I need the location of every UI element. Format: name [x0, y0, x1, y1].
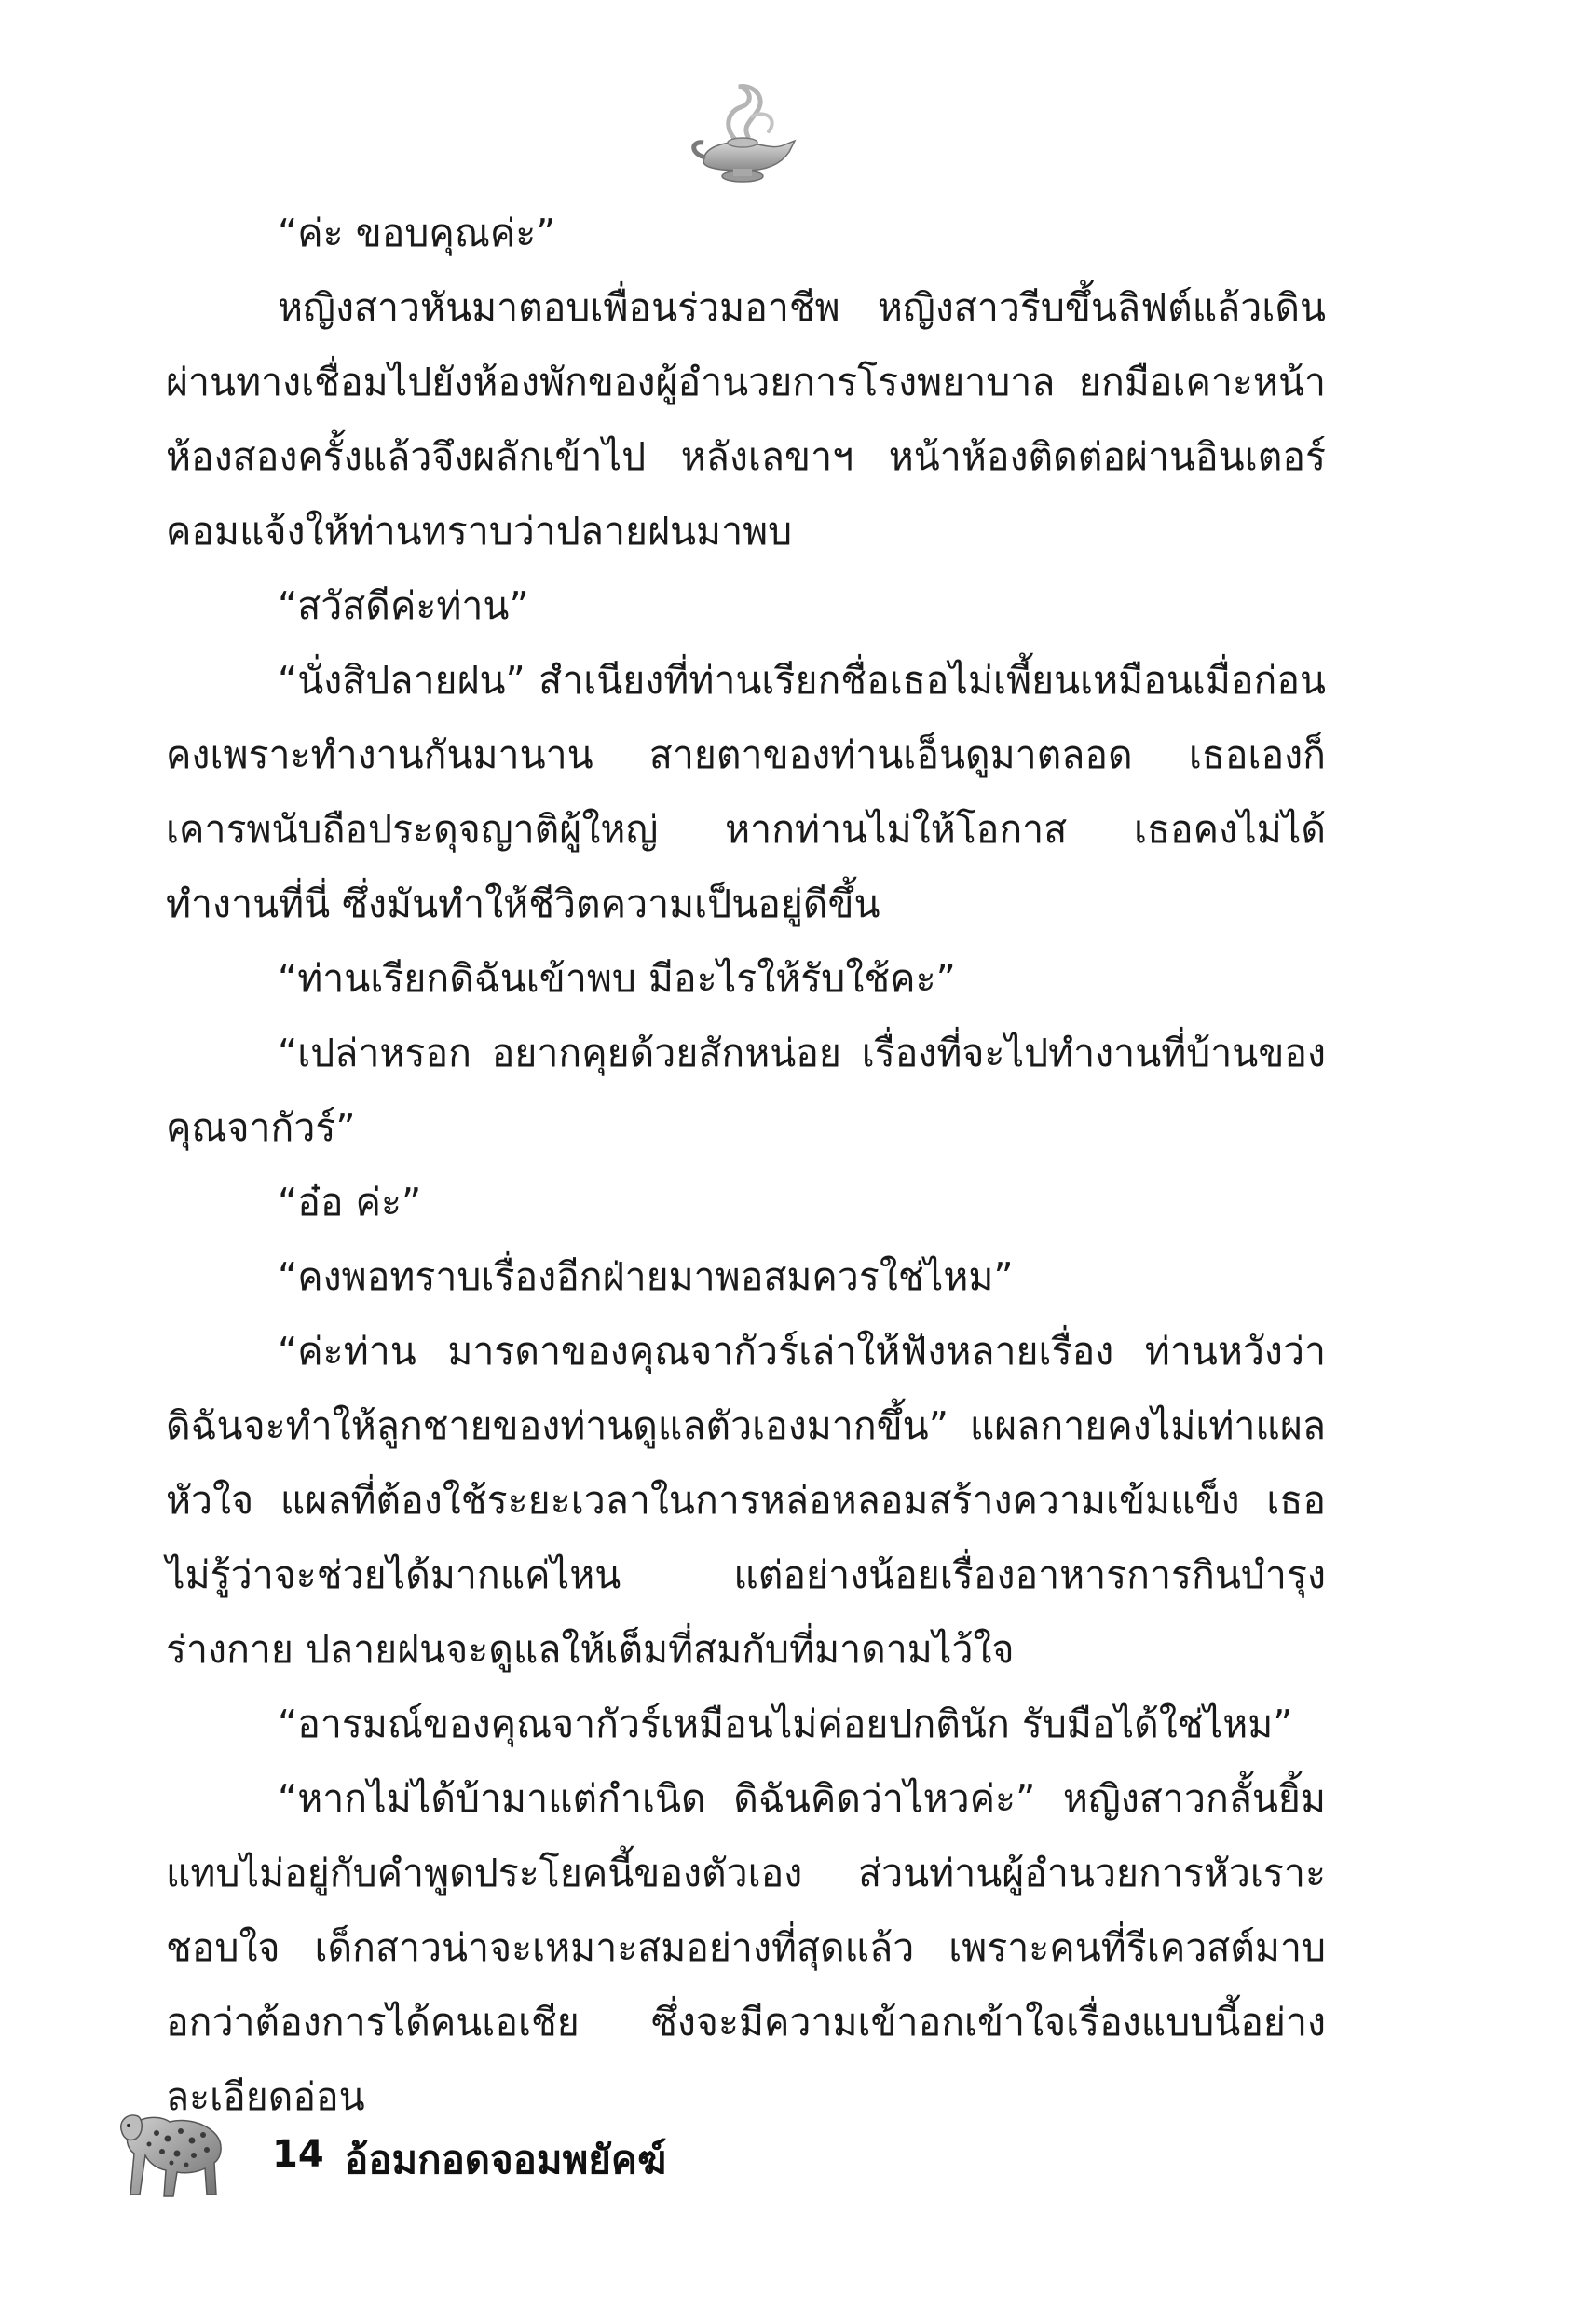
paragraph: “อารมณ์ของคุณจากัวร์เหมือนไม่ค่อยปกตินัก รับมือได้ใช่ไหม”	[278, 1702, 1293, 1746]
paragraph: “ท่านเรียกดิฉันเข้าพบ มีอะไรให้รับใช้คะ”	[278, 956, 956, 1001]
leopard-icon	[112, 2101, 233, 2204]
genie-lamp-icon	[685, 79, 806, 191]
paragraph: หญิงสาวหันมาตอบเพื่อนร่วมอาชีพ หญิงสาวรีบขึ้นลิฟต์แล้วเดินผ่านทางเชื่อมไปยังห้องพักของผู้อำนวยการโรงพยาบาล ยกมือเคาะหน้าห้องสองครั้งแล้วจึงผลักเข้าไป หลังเลขาฯ หน้าห้องติดต่อผ่านอินเตอร์คอมแจ้งให้ท่านทราบว่าปลายฝนมาพบ	[166, 285, 1326, 554]
paragraph: “นั่งสิปลายฝน” สำเนียงที่ท่านเรียกชื่อเธอไม่เพี้ยนเหมือนเมื่อก่อน คงเพราะทำงานกันมานาน สายตาของท่านเอ็นดูมาตลอด เธอเองก็เคารพนับถือประดุจญาติผู้ใหญ่ หากท่านไม่ให้โอกาส เธอคงไม่ได้ทำงานที่นี่ ซึ่งมันทำให้ชีวิตความเป็นอยู่ดีขึ้น	[166, 658, 1326, 926]
page-number: 14	[272, 2133, 324, 2176]
page-footer	[112, 2101, 857, 2213]
book-title: อ้อมกอดจอมพยัคฆ์	[345, 2137, 667, 2182]
body-text	[166, 196, 1326, 2134]
paragraph: “คงพอทราบเรื่องอีกฝ่ายมาพอสมควรใช่ไหม”	[278, 1254, 1014, 1299]
paragraph: “เปล่าหรอก อยากคุยด้วยสักหน่อย เรื่องที่จะไปทำงานที่บ้านของคุณจากัวร์”	[166, 1031, 1326, 1150]
paragraph: “หากไม่ได้บ้ามาแต่กำเนิด ดิฉันคิดว่าไหวค่ะ” หญิงสาวกลั้นยิ้มแทบไม่อยู่กับคำพูดประโยคนี้ของตัวเอง ส่วนท่านผู้อำนวยการหัวเราะชอบใจ เด็กสาวน่าจะเหมาะสมอย่างที่สุดแล้ว เพราะคนที่รีเควสต์มาบอกว่าต้องการได้คนเอเชีย ซึ่งจะมีความเข้าอกเข้าใจเรื่องแบบนี้อย่างละเอียดอ่อน	[166, 1776, 1326, 2119]
paragraph: “ค่ะ ขอบคุณค่ะ”	[278, 211, 556, 255]
paragraph: “อ๋อ ค่ะ”	[278, 1180, 422, 1224]
paragraph: “สวัสดีค่ะท่าน”	[278, 583, 529, 628]
paragraph: “ค่ะท่าน มารดาของคุณจากัวร์เล่าให้ฟังหลายเรื่อง ท่านหวังว่าดิฉันจะทำให้ลูกชายของท่านดูแลตัวเองมากขึ้น” แผลกายคงไม่เท่าแผลหัวใจ แผลที่ต้องใช้ระยะเวลาในการหล่อหลอมสร้างความเข้มแข็ง เธอไม่รู้ว่าจะช่วยได้มากแค่ไหน แต่อย่างน้อยเรื่องอาหารการกินบำรุงร่างกาย ปลายฝนจะดูแลให้เต็มที่สมกับที่มาดามไว้ใจ	[166, 1329, 1326, 1672]
